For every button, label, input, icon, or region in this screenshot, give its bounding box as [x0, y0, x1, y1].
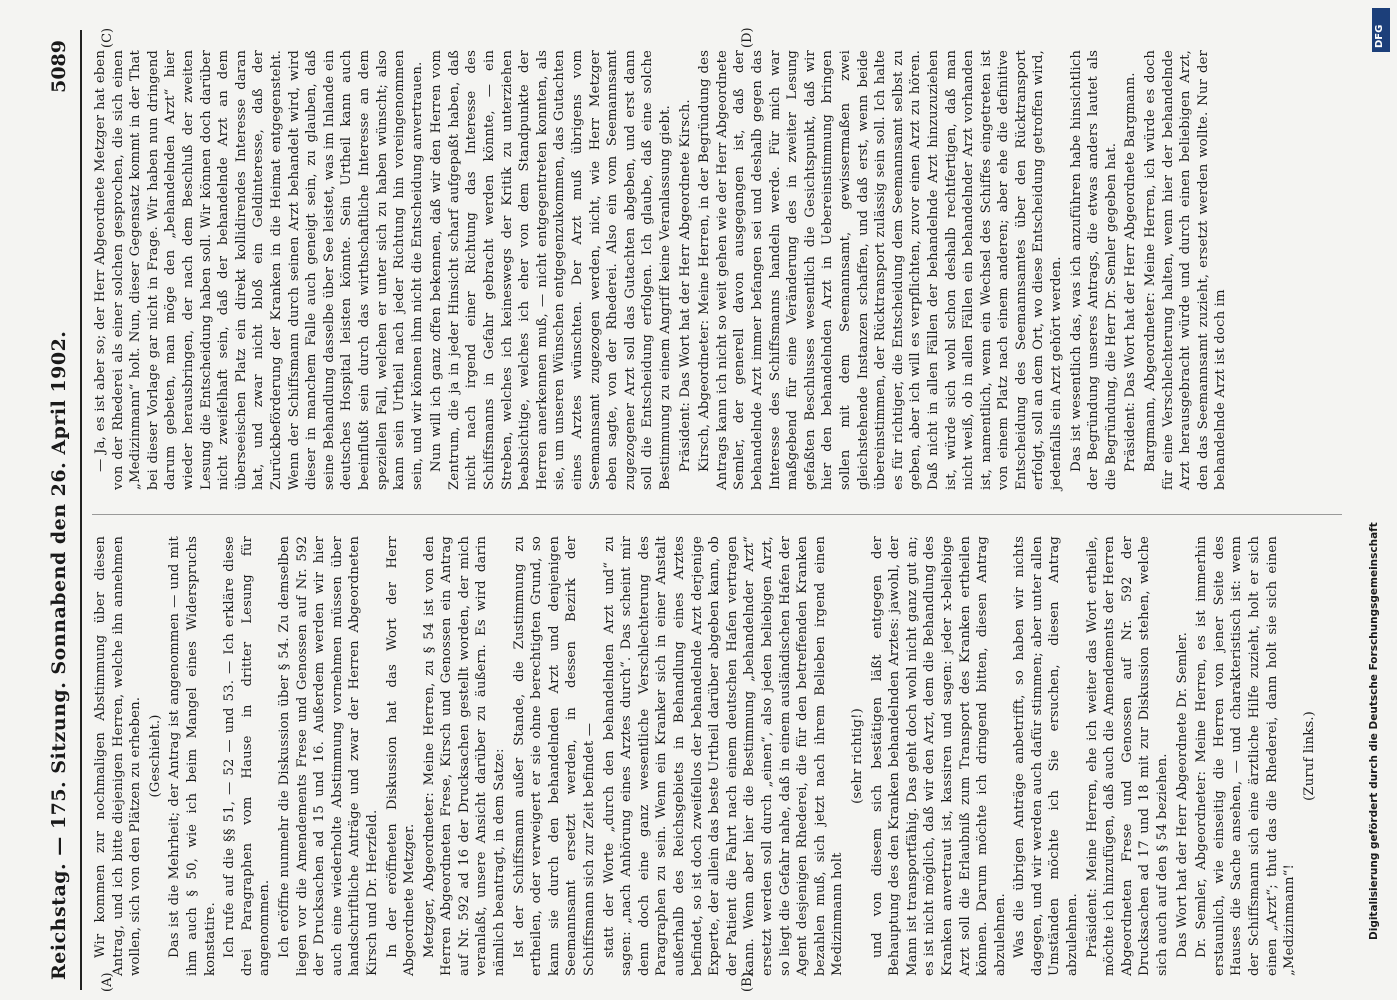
paragraph: Ich eröffne nunmehr die Diskussion über § 54. Zu demselben liegen vor die Amendements Frese und Genossen auf Nr. 592 der Drucksachen ad 15 und 16. Außerdem werden wir hier auch eine wiederholte Abstimmung vornehmen müssen über handschriftliche Anträge und zwar der Herren Abgeordneten Kirsch und Dr. Herzfeld. [276, 536, 380, 976]
digitization-credit [1368, 60, 1390, 940]
paragraph: In der eröffneten Diskussion hat das Wort der Herr Abgeordnete Metzger. [384, 536, 418, 976]
paragraph: Nun will ich ganz offen bekennen, daß wir den Herren vom Zentrum, die ja in jeder Hinsicht scharf aufgepaßt haben, daß nicht nach irgend einer Richtung das Interesse des Schiffsmanns in Gefahr gebracht werden könnte, — ein Streben, welches ich keineswegs der Kritik zu unterziehen beabsichtige, welches ich eher von dem Standpunkte der Herren anerkennen muß, — nicht entgegentreten konnten, als sie, um unseren Wünschen entgegenzukommen, das Gutachten eines Arztes wünschten. Der Arzt muß übrigens vom Seemannsamt zugezogen werden, nicht, wie Herr Metzger eben sagte, von der Rhederei. Also ein vom Seemannsamt zugezogener Arzt soll das Gutachten abgeben, und erst dann soll die Entscheidung erfolgen. Ich glaube, daß eine solche Bestimmung zu einem Angriff keine Veranlassung giebt. [429, 50, 673, 490]
paragraph: Präsident: Das Wort hat der Herr Abgeordnete Kirsch. [677, 99, 693, 472]
paragraph: Präsident: Das Wort hat der Herr Abgeordnete Bargmann. [1123, 72, 1139, 472]
paragraph: Metzger, Abgeordneter: Meine Herren, zu § 54 ist von den Herren Abgeordneten Frese, Kirsch und Genossen ein Antrag auf Nr. 592 ad 16 der Drucksachen gestellt worden, der mich veranlaßt, unsere Ansicht darüber zu äußern. Es wird darin nämlich beantragt, in dem Satze: [421, 536, 508, 976]
paragraph: Das Wort hat der Herr Abgeordnete Dr. Semler. [1174, 632, 1190, 958]
paragraph: Kirsch, Abgeordneter: Meine Herren, in der Begründung des Antrags kann ich nicht so weit gehen wie der Herr Abgeordnete Semler, der generell davon ausgegangen ist, daß der behandelnde Arzt immer befangen sei und deshalb gegen das Interesse des Schiffsmanns handeln werde. Für mich war maßgebend für eine Veränderung des in zweiter Lesung gefaßten Beschlusses wesentlich die Gesichtspunkt, daß wir hier den behandelnden Arzt in Uebereinstimmung bringen sollen mit dem Seemannsamt, gewissermaßen zwei gleichstehende Instanzen schaffen, und daß erst, wenn beide übereinstimmen, der Rücktransport zulässig sein soll. Ich halte es für richtiger, die Entscheidung dem Seemannsamt selbst zu geben, aber ich will es verpflichten, zuvor einen Arzt zu hören. Daß nicht in allen Fällen der behandelnde Arzt hinzuzuziehen ist, würde sich wohl schon deshalb rechtfertigen, daß man nicht weiß, ob in allen Fällen ein behandelnder Arzt vorhanden ist, namentlich, wenn ein Wechsel des Schiffes eingetreten ist von einem Platz nach einem anderen; aber ehe die definitive Entscheidung des Seemannsamtes über den Rücktransport erfolgt, soll an dem Ort, wo diese Entscheidung getroffen wird, jedenfalls ein Arzt gehört werden. [697, 50, 1065, 490]
marker-a: (A) [100, 972, 115, 992]
page-header [40, 30, 80, 990]
text-column-left [92, 536, 1320, 976]
page-number: 5089 [48, 40, 70, 93]
paragraph: Was die übrigen Anträge anbetrifft, so haben wir nichts dagegen, und wir werden auch dafür stimmen; aber unter allen Umständen möchte ich Sie ersuchen, diesen Antrag abzulehnen. [1012, 536, 1081, 976]
marker-c: (C) [100, 27, 115, 48]
header-title: Reichstag. — 175. Sitzung. Sonnabend den 26. April 1902. [48, 330, 70, 980]
paragraph: statt der Worte „durch den behandelnden Arzt und“ zu sagen: „nach Anhörung eines Arztes durch“. Das scheint mir denn doch eine ganz wesentliche Verschlechterung des Paragraphen zu sein. Wenn ein Kranker sich in einer Anstalt außerhalb des Reichsgebiets in Behandlung eines Arztes befindet, so ist doch zweifellos der behandelnde Arzt derjenige Experte, der allein das beste Urtheil darüber abgeben kann, ob der Patient die Fahrt nach einem deutschen Hafen vertragen kann. Wenn aber hier die Bestimmung „behandelnder Arzt“ ersetzt werden soll durch „einen“, also jeden beliebigen Arzt, so liegt die Gefahr nahe, daß in einem ausländischen Hafen der Agent desjenigen Rhederei, die für den betreffenden Kranken bezahlen muß, sich jetzt nach ihrem Belieben irgend einen Medizinmann holt [601, 536, 846, 976]
paragraph: Das ist wesentlich das, was ich anzuführen habe hinsichtlich der Begründung unseres Antrags, die etwas anders lautet als die Begründung, die Herr Dr. Semler gegeben hat. [1068, 50, 1119, 490]
paragraph: Wir kommen zur nochmaligen Abstimmung über diesen Antrag, und ich bitte diejenigen Herren, welche ihn annehmen wollen, sich von den Plätzen zu erheben. [93, 536, 144, 976]
rotated-page-content [40, 27, 1360, 992]
column-divider [92, 514, 1342, 515]
paragraph: (sehr richtig!) [849, 708, 865, 804]
paragraph: (Zuruf links.) [1301, 711, 1317, 801]
credit-text: Digitalisierung gefördert durch die Deutsche Forschungsgemeinschaft [1368, 522, 1380, 940]
marker-d: (D) [740, 27, 755, 48]
paragraph: Das ist die Mehrheit; der Antrag ist angenommen — und mit ihm auch § 50, wie ich beim Mangel eines Widerspruchs konstatire. [167, 536, 218, 976]
header-rule [80, 30, 82, 990]
paragraph: und von diesem sich bestätigen läßt entgegen der Behauptung des den Kranken behandelnden Arztes: jawohl, der Mann ist transportfähig. Das geht doch wohl nicht ganz gut an; es ist nicht möglich, daß wir den Arzt, dem die Behandlung des Kranken anvertraut ist, kassiren und sagen: jeder x-beliebige Arzt soll die Erlaubniß zum Transport des Kranken ertheilen können. Darum möchte ich dringend bitten, diesen Antrag abzulehnen. [869, 536, 1008, 976]
paragraph: Ich rufe auf die §§ 51, — 52 — und 53. — Ich erkläre diese drei Paragraphen vom Hause in dritter Lesung für angenommen. [222, 536, 273, 976]
paragraph: (Geschieht.) [147, 714, 163, 798]
marker-b: (B) [740, 972, 755, 992]
paragraph: Ist der Schiffsmann außer Stande, die Zustimmung zu ertheilen, oder verweigert er sie ohne berechtigten Grund, so kann sie durch den behandelnden Arzt und denjenigen Seemannsamt ersetzt werden, in dessen Bezirk der Schiffsmann sich zur Zeit befindet — [511, 536, 598, 976]
dfg-logo: DFG [1372, 8, 1390, 52]
paragraph: Präsident: Meine Herren, ehe ich weiter das Wort ertheile, möchte ich hinzufügen, daß auch die Amendements der Herren Abgeordneten Frese und Genossen auf Nr. 592 der Drucksachen ad 17 und 18 mit zur Diskussion stehen, welche sich auch auf den § 54 beziehen. [1084, 536, 1171, 976]
paragraph: Bargmann, Abgeordneter: Meine Herren, ich würde es doch für eine Verschlechterung halten, wenn hier der behandelnde Arzt herausgebracht würde und durch einen beliebigen Arzt, den das Seemannsamt zuzieht, ersetzt werden wollte. Nur der behandelnde Arzt ist doch im [1143, 50, 1229, 490]
paragraph: Dr. Semler, Abgeordneter: Meine Herren, es ist immerhin erstaunlich, wie einseitig die Herren von jener Seite des Hauses die Sache ansehen, — und charakteristisch ist: wenn der Schiffsmann sich eine ärztliche Hilfe zuzieht, holt er sich einen „Arzt“; thut das die Rhederei, dann holt sie sich einen „Medizinmann“! [1194, 536, 1298, 976]
text-column-right [92, 50, 1232, 490]
paragraph: — Ja, es ist aber so; der Herr Abgeordnete Metzger hat eben von der Rhederei als einer solchen gesprochen, die sich einen „Medizinmann“ holt. Nun, dieser Gegensatz kommt in der That bei dieser Vorlage gar nicht in Frage. Wir haben nun dringend darum gebeten, man möge den „behandelnden Arzt“ hier wieder herausbringen, der nach dem Beschluß der zweiten Lesung die Entscheidung haben soll. Wir können doch darüber nicht zweifelhaft sein, daß der behandelnde Arzt an dem überseeischen Platz ein direkt kollidirendes Interesse daran hat, und zwar nicht bloß ein Geldinteresse, daß der Zurückbeförderung der Kranken in die Heimat entgegensteht. Wenn der Schiffsmann durch seinen Arzt behandelt wird, wird dieser in manchem Falle auch geneigt sein, zu glauben, daß seine Behandlung dasselbe über See leistet, was im Inlande ein deutsches Hospital leisten könnte. Sein Urtheil kann auch beeinflußt sein durch das wirthschaftliche Interesse an dem speziellen Fall, welchen er unter sich zu haben wünscht; also kann sein Urtheil nach jeder Richtung hin voreingenommen sein, und wir können ihm nicht die Entscheidung anvertrauen. [93, 50, 425, 490]
